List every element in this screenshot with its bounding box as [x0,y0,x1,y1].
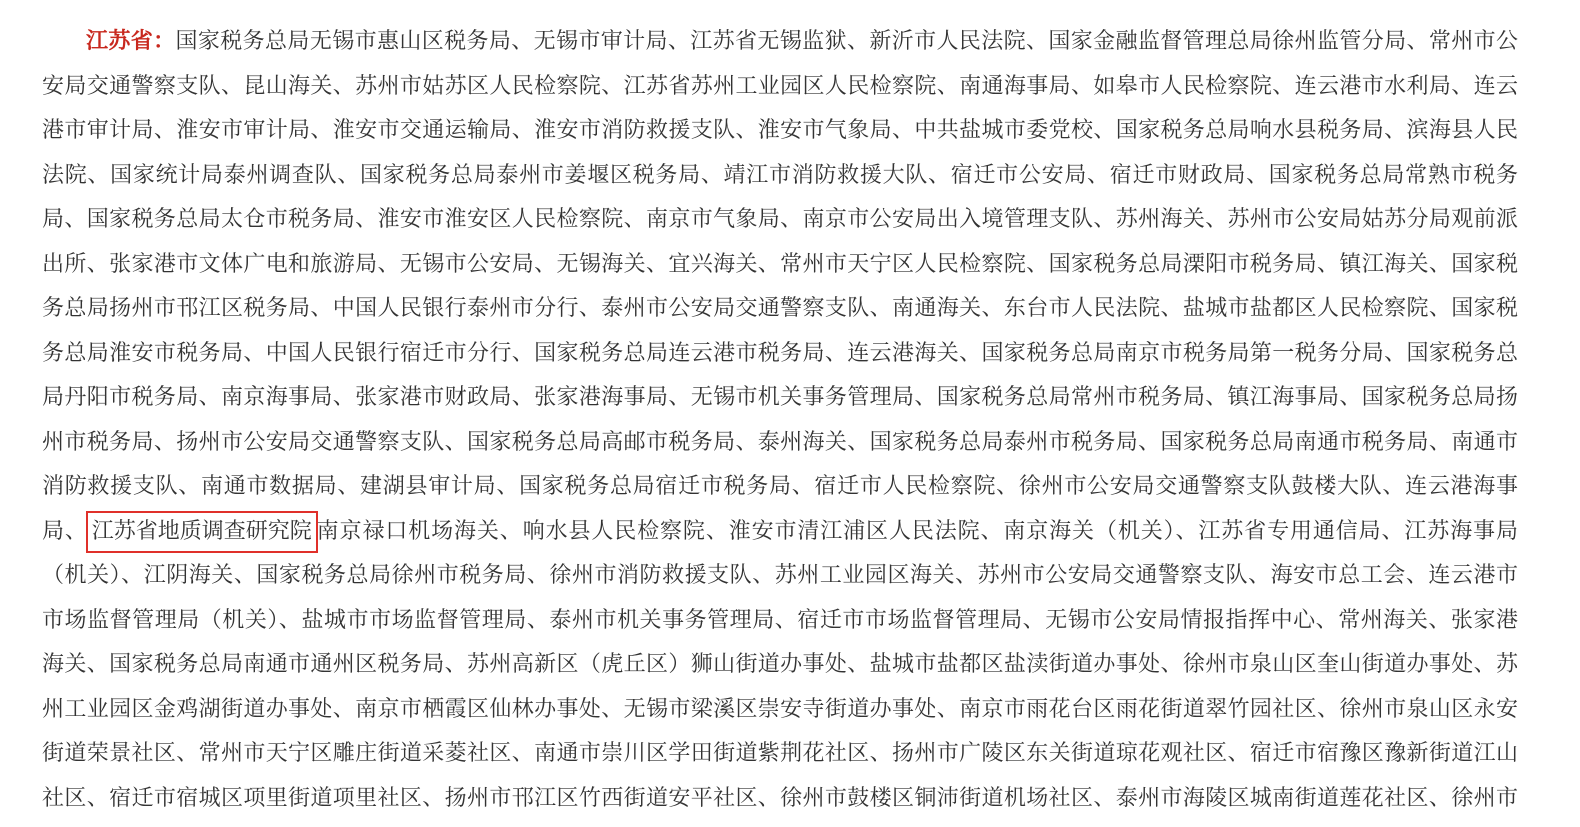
paragraph-line: 社区、宿迁市宿城区项里街道项里社区、扬州市邗江区竹西街道安平社区、徐州市鼓楼区铜沛街道机场社区、泰州市海陵区城南街道莲花社区、徐州市 [42,785,1518,811]
paragraph-line: 港市审计局、淮安市审计局、淮安市交通运输局、淮安市消防救援支队、淮安市气象局、中共盐城市委党校、国家税务总局响水县税务局、滨海县人民 [42,118,1518,143]
paragraph-line [42,510,1518,555]
paragraph-line: 州工业园区金鸡湖街道办事处、南京市栖霞区仙林办事处、无锡市梁溪区崇安寺街道办事处、南京市雨花台区雨花街道翠竹园社区、徐州市泉山区永安 [42,696,1518,722]
paragraph-line: 法院、国家统计局泰州调查队、国家税务总局泰州市姜堰区税务局、靖江市消防救援大队、宿迁市公安局、宿迁市财政局、国家税务总局常熟市税务 [42,162,1518,188]
paragraph-line: 州市税务局、扬州市公安局交通警察支队、国家税务总局高邮市税务局、泰州海关、国家税务总局泰州市税务局、国家税务总局南通市税务局、南通市 [42,429,1518,455]
paragraph-line: 街道荣景社区、常州市天宁区雕庄街道采菱社区、南通市崇川区学田街道紫荆花社区、扬州市广陵区东关街道琼花观社区、宿迁市宿豫区豫新街道江山 [42,741,1518,766]
highlighted-organization: 江苏省地质调查研究院 [86,511,318,553]
line-text: 南京禄口机场海关、响水县人民检察院、淮安市清江浦区人民法院、南京海关（机关）、江苏省专用通信局、江苏海事局 [315,518,1518,544]
line-text: 局、 [42,518,88,544]
paragraph-line: 消防救援支队、南通市数据局、建湖县审计局、国家税务总局宿迁市税务局、宿迁市人民检察院、徐州市公安局交通警察支队鼓楼大队、连云港海事 [42,474,1518,499]
line-text: 国家税务总局无锡市惠山区税务局、无锡市审计局、江苏省无锡监狱、新沂市人民法院、国家金融监督管理总局徐州监管分局、常州市公 [175,29,1518,54]
province-label: 江苏省： [86,29,176,54]
paragraph-line: （机关）、江阴海关、国家税务总局徐州市税务局、徐州市消防救援支队、苏州工业园区海关、苏州市公安局交通警察支队、海安市总工会、连云港市 [42,563,1518,588]
article-body [42,20,1518,821]
paragraph-line: 海关、国家税务总局南通市通州区税务局、苏州高新区（虎丘区）狮山街道办事处、盐城市盐都区盐渎街道办事处、徐州市泉山区奎山街道办事处、苏 [42,652,1518,677]
paragraph-line: 务总局淮安市税务局、中国人民银行宿迁市分行、国家税务总局连云港市税务局、连云港海关、国家税务总局南京市税务局第一税务分局、国家税务总 [42,340,1518,366]
paragraph-line: 安局交通警察支队、昆山海关、苏州市姑苏区人民检察院、江苏省苏州工业园区人民检察院、南通海事局、如皋市人民检察院、连云港市水利局、连云 [42,73,1518,99]
paragraph-line: 出所、张家港市文体广电和旅游局、无锡市公安局、无锡海关、宜兴海关、常州市天宁区人民检察院、国家税务总局溧阳市税务局、镇江海关、国家税 [42,251,1518,277]
paragraph-line: 市场监督管理局（机关）、盐城市市场监督管理局、泰州市机关事务管理局、宿迁市市场监督管理局、无锡市公安局情报指挥中心、常州海关、张家港 [42,607,1518,633]
paragraph-line: 务总局扬州市邗江区税务局、中国人民银行泰州市分行、泰州市公安局交通警察支队、南通海关、东台市人民法院、盐城市盐都区人民检察院、国家税 [42,296,1518,321]
paragraph-line: 局丹阳市税务局、南京海事局、张家港市财政局、张家港海事局、无锡市机关事务管理局、国家税务总局常州市税务局、镇江海事局、国家税务总局扬 [42,385,1518,410]
paragraph-line [42,20,1518,65]
paragraph-line: 局、国家税务总局太仓市税务局、淮安市淮安区人民检察院、南京市气象局、南京市公安局出入境管理支队、苏州海关、苏州市公安局姑苏分局观前派 [42,207,1518,232]
